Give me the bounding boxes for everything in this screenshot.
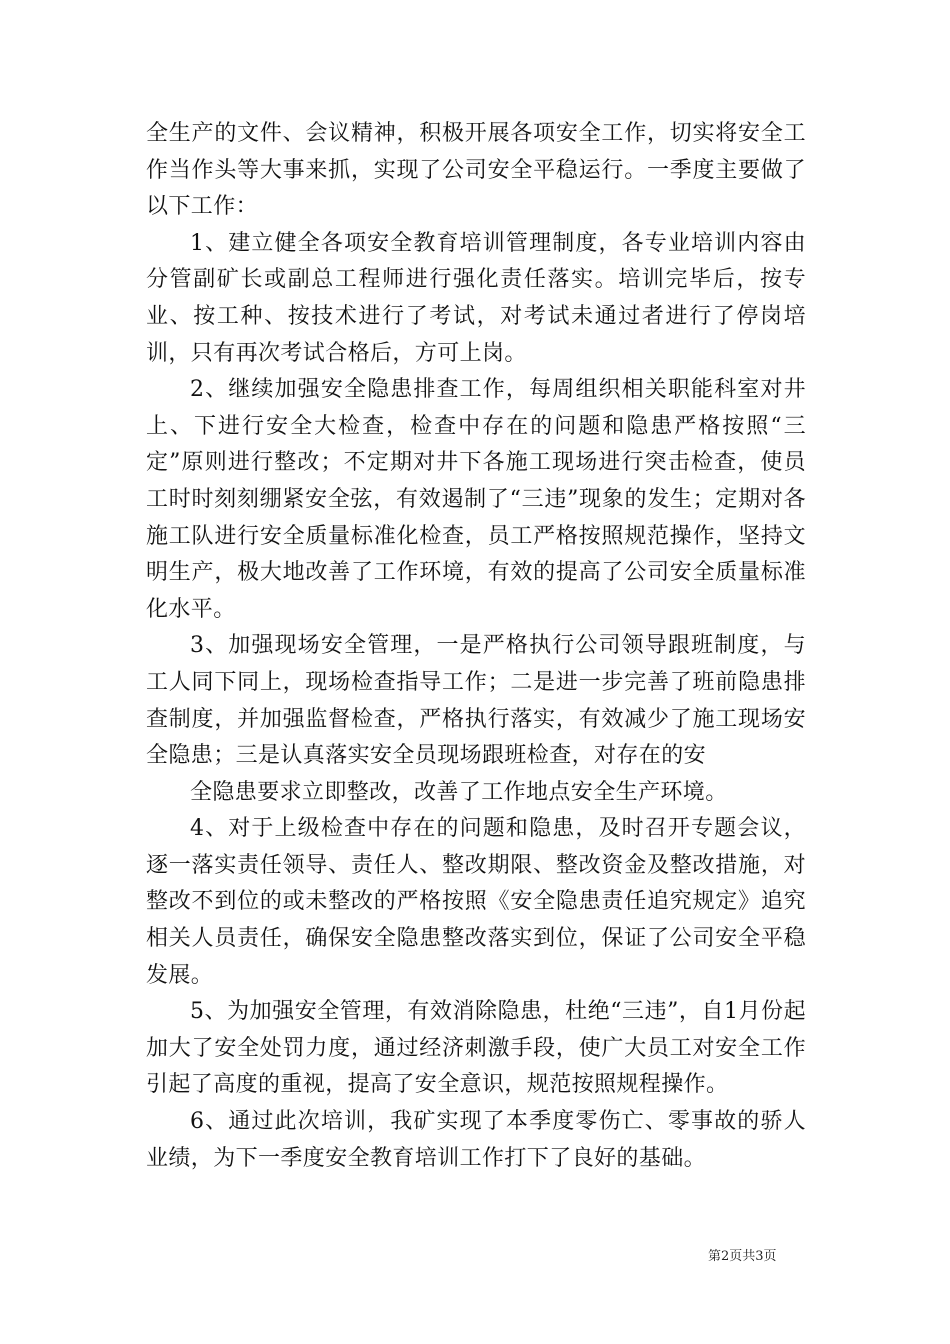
paragraph-item-4: 4、对于上级检查中存在的问题和隐患，及时召开专题会议，逐一落实责任领导、责任人、整改期限、整改资金及整改措施，对整改不到位的或未整改的严格按照《安全隐患责任追究规定》追究相关人员责任，确保安全隐患整改落实到位，保证了公司安全平稳发展。 <box>146 816 806 988</box>
paragraph-item-3: 3、加强现场安全管理，一是严格执行公司领导跟班制度，与工人同下同上，现场检查指导工作；二是进一步完善了班前隐患排查制度，并加强监督检查，严格执行落实，有效减少了施工现场安全隐患；三是认真落实安全员现场跟班检查，对存在的安 <box>146 633 806 769</box>
document-body <box>146 116 806 1177</box>
paragraph-item-6: 6、通过此次培训，我矿实现了本季度零伤亡、零事故的骄人业绩，为下一季度安全教育培训工作打下了良好的基础。 <box>146 1109 806 1171</box>
paragraph-item-5: 5、为加强安全管理，有效消除隐患，杜绝“三违”，自1月份起加大了安全处罚力度，通过经济刺激手段，使广大员工对安全工作引起了高度的重视，提高了安全意识，规范按照规程操作。 <box>146 999 806 1098</box>
paragraph-intro: 全生产的文件、会议精神，积极开展各项安全工作，切实将安全工作当作头等大事来抓，实现了公司安全平稳运行。一季度主要做了以下工作： <box>146 121 806 220</box>
paragraph-item-3-continued: 全隐患要求立即整改，改善了工作地点安全生产环境。 <box>190 779 728 805</box>
page-number-footer: 第2页共3页 <box>708 1249 777 1264</box>
paragraph-item-1: 1、建立健全各项安全教育培训管理制度，各专业培训内容由分管副矿长或副总工程师进行强化责任落实。培训完毕后，按专业、按工种、按技术进行了考试，对考试未通过者进行了停岗培训，只有再次考试合格后，方可上岗。 <box>146 230 806 366</box>
paragraph-item-2: 2、继续加强安全隐患排查工作，每周组织相关职能科室对井上、下进行安全大检查，检查中存在的问题和隐患严格按照“三定”原则进行整改；不定期对井下各施工现场进行突击检查，使员工时时刻刻绷紧安全弦，有效遏制了“三违”现象的发生；定期对各施工队进行安全质量标准化检查，员工严格按照规范操作，坚持文明生产，极大地改善了工作环境，有效的提高了公司安全质量标准化水平。 <box>146 377 806 622</box>
